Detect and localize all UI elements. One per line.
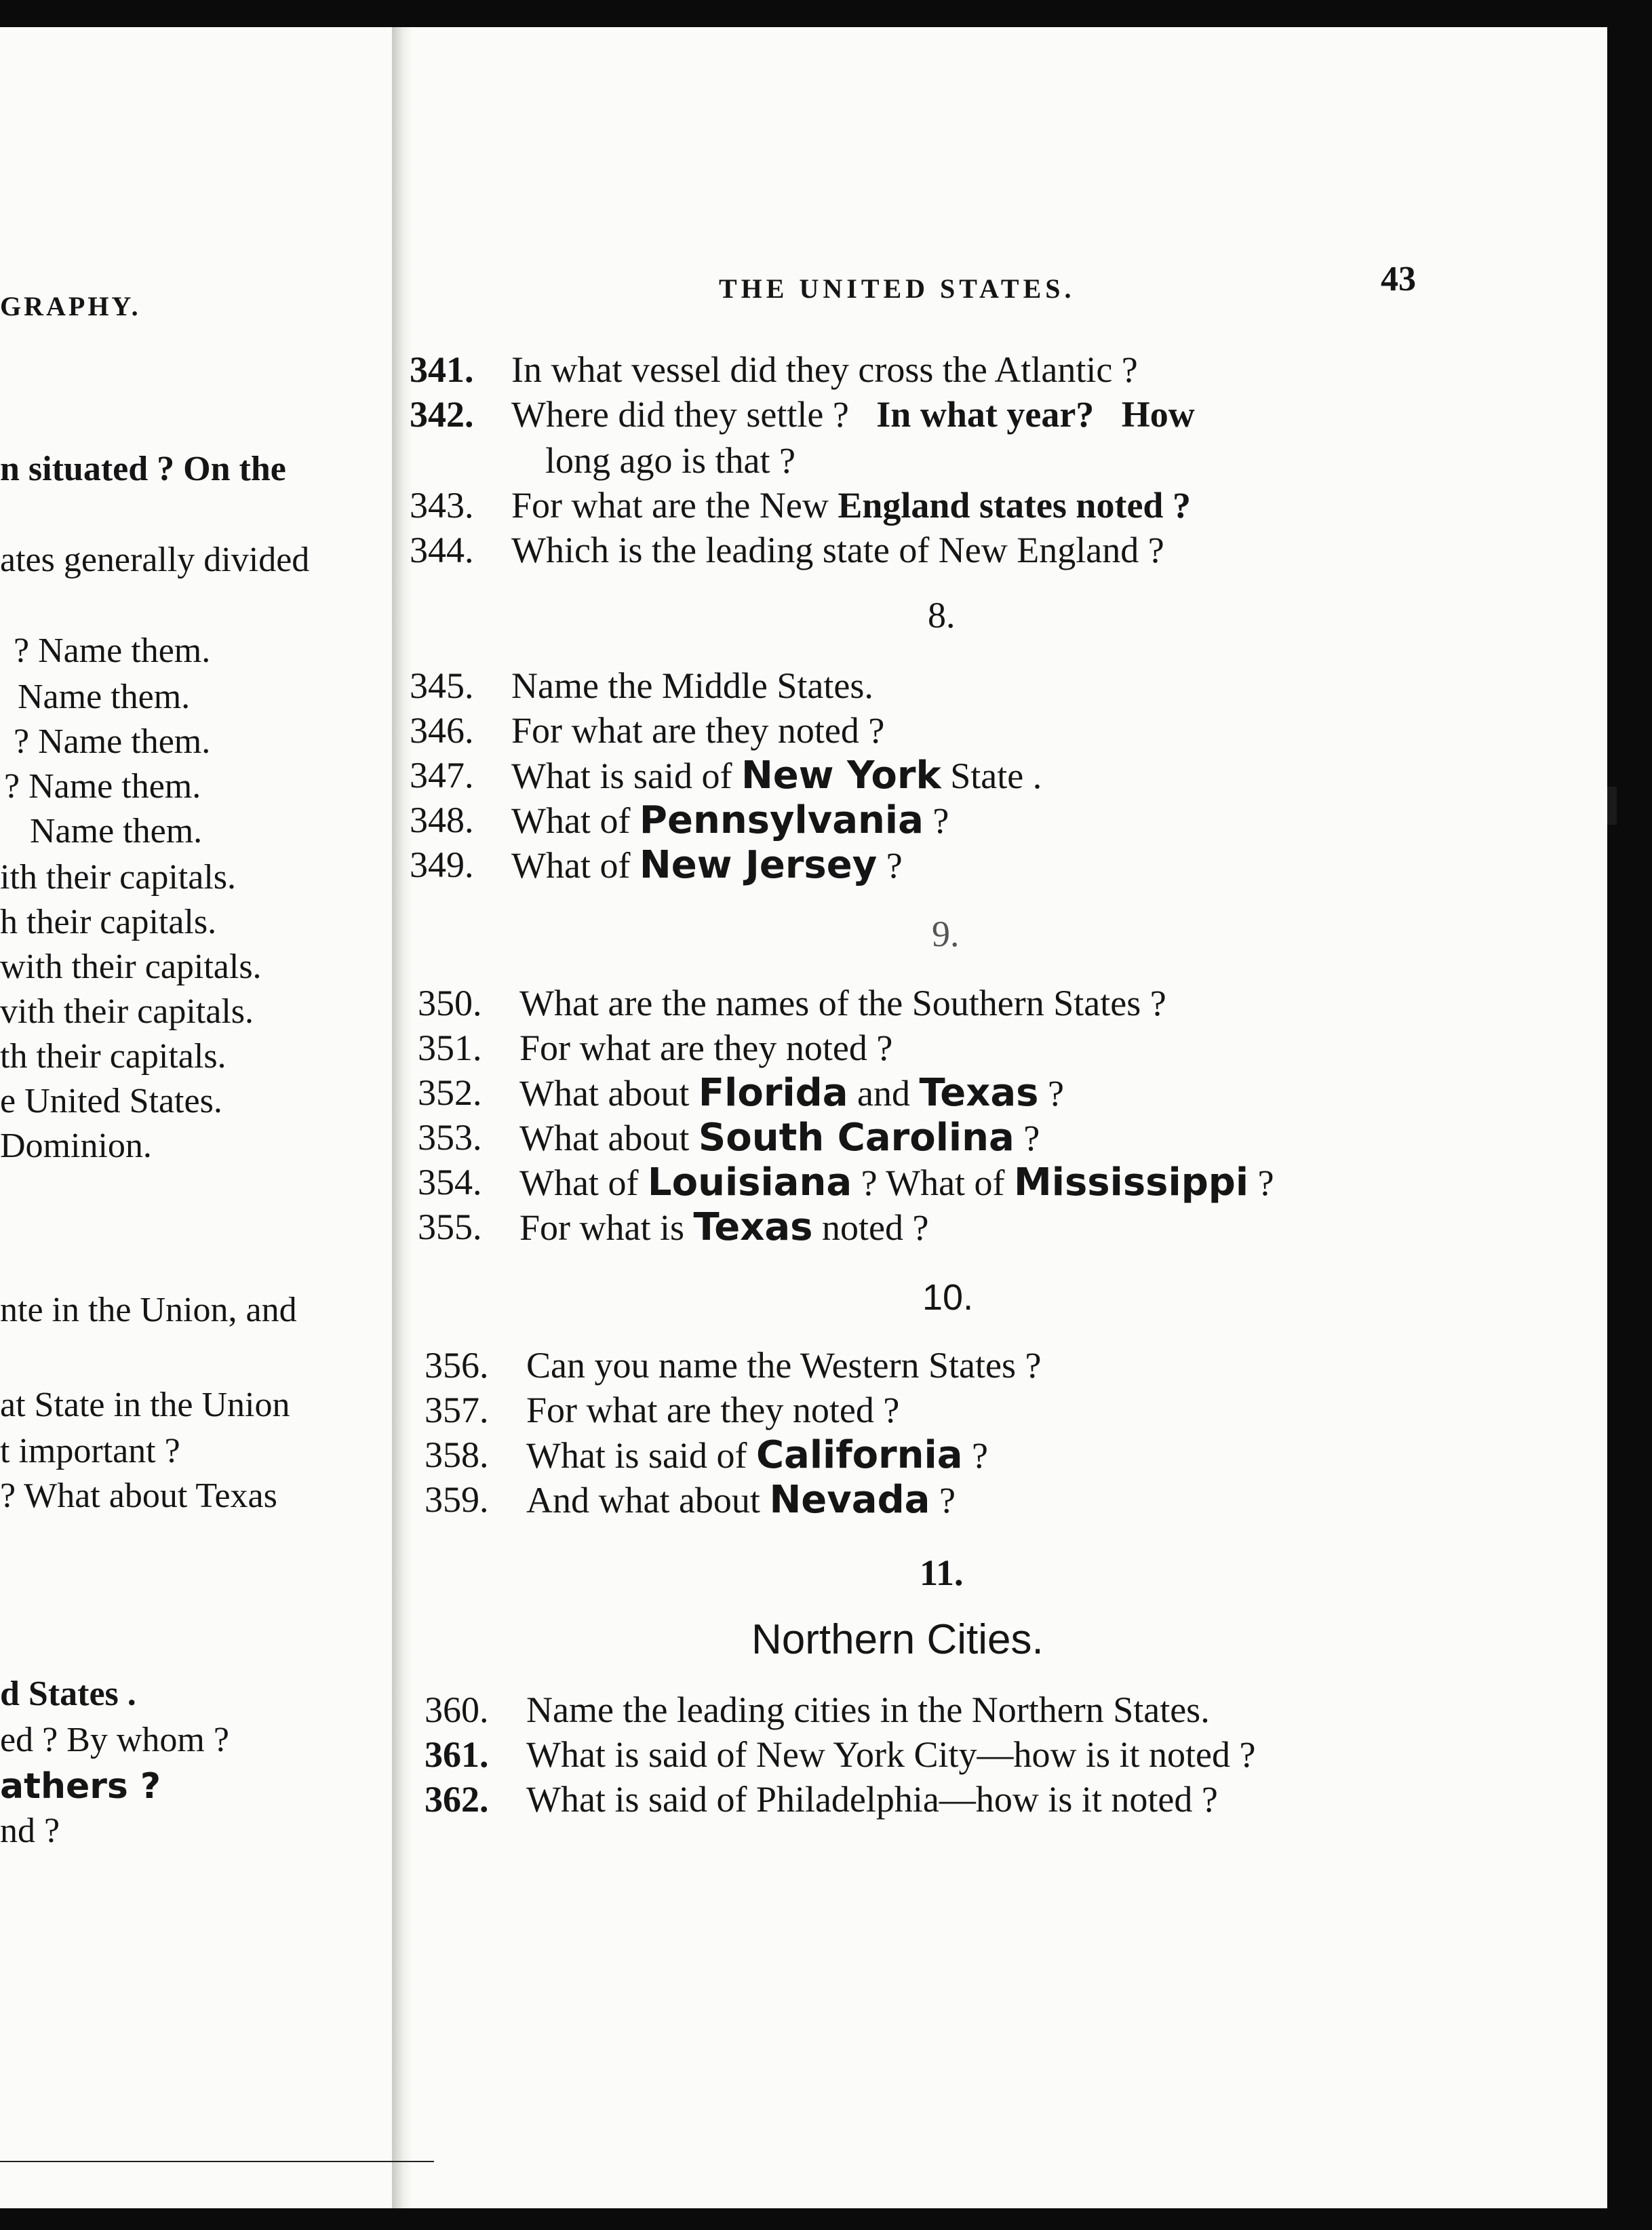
left-line: ed ? By whom ?: [0, 1721, 229, 1759]
left-line: at State in the Union: [0, 1386, 290, 1424]
left-line: vith their capitals.: [0, 992, 254, 1031]
left-line: nte in the Union, and: [0, 1291, 297, 1329]
section-number-8: 8.: [928, 595, 956, 635]
left-line: Name them.: [18, 678, 191, 716]
left-line: th their capitals.: [0, 1037, 227, 1076]
left-line: t important ?: [0, 1432, 180, 1470]
left-page-header: GRAPHY.: [0, 291, 141, 321]
section-number-10: 10.: [922, 1277, 974, 1318]
section-number-11: 11.: [920, 1552, 964, 1593]
left-line: Dominion.: [0, 1127, 152, 1165]
left-line: athers ?: [0, 1766, 161, 1807]
left-line: e United States.: [0, 1082, 222, 1120]
left-line: ? Name them.: [4, 767, 201, 806]
running-head: THE UNITED STATES.: [719, 273, 1076, 304]
section-number-9: 9.: [932, 914, 960, 954]
left-line: ? What about Texas: [0, 1476, 277, 1515]
left-page: [0, 27, 391, 2164]
left-line: h their capitals.: [0, 903, 217, 941]
left-line: ? Name them.: [14, 631, 211, 670]
left-line: ith their capitals.: [0, 858, 237, 897]
left-line: ates generally divided: [0, 541, 310, 579]
left-line: Name them.: [30, 812, 203, 850]
left-line: nd ?: [0, 1812, 60, 1850]
page-number: 43: [1381, 260, 1416, 298]
left-line: n situated ? On the: [0, 450, 286, 488]
section-heading: Northern Cities.: [751, 1616, 1044, 1663]
left-line: with their capitals.: [0, 947, 262, 986]
page-edge-mark: [1607, 787, 1617, 825]
left-line: d States .: [0, 1675, 136, 1713]
left-line: ? Name them.: [14, 722, 211, 761]
